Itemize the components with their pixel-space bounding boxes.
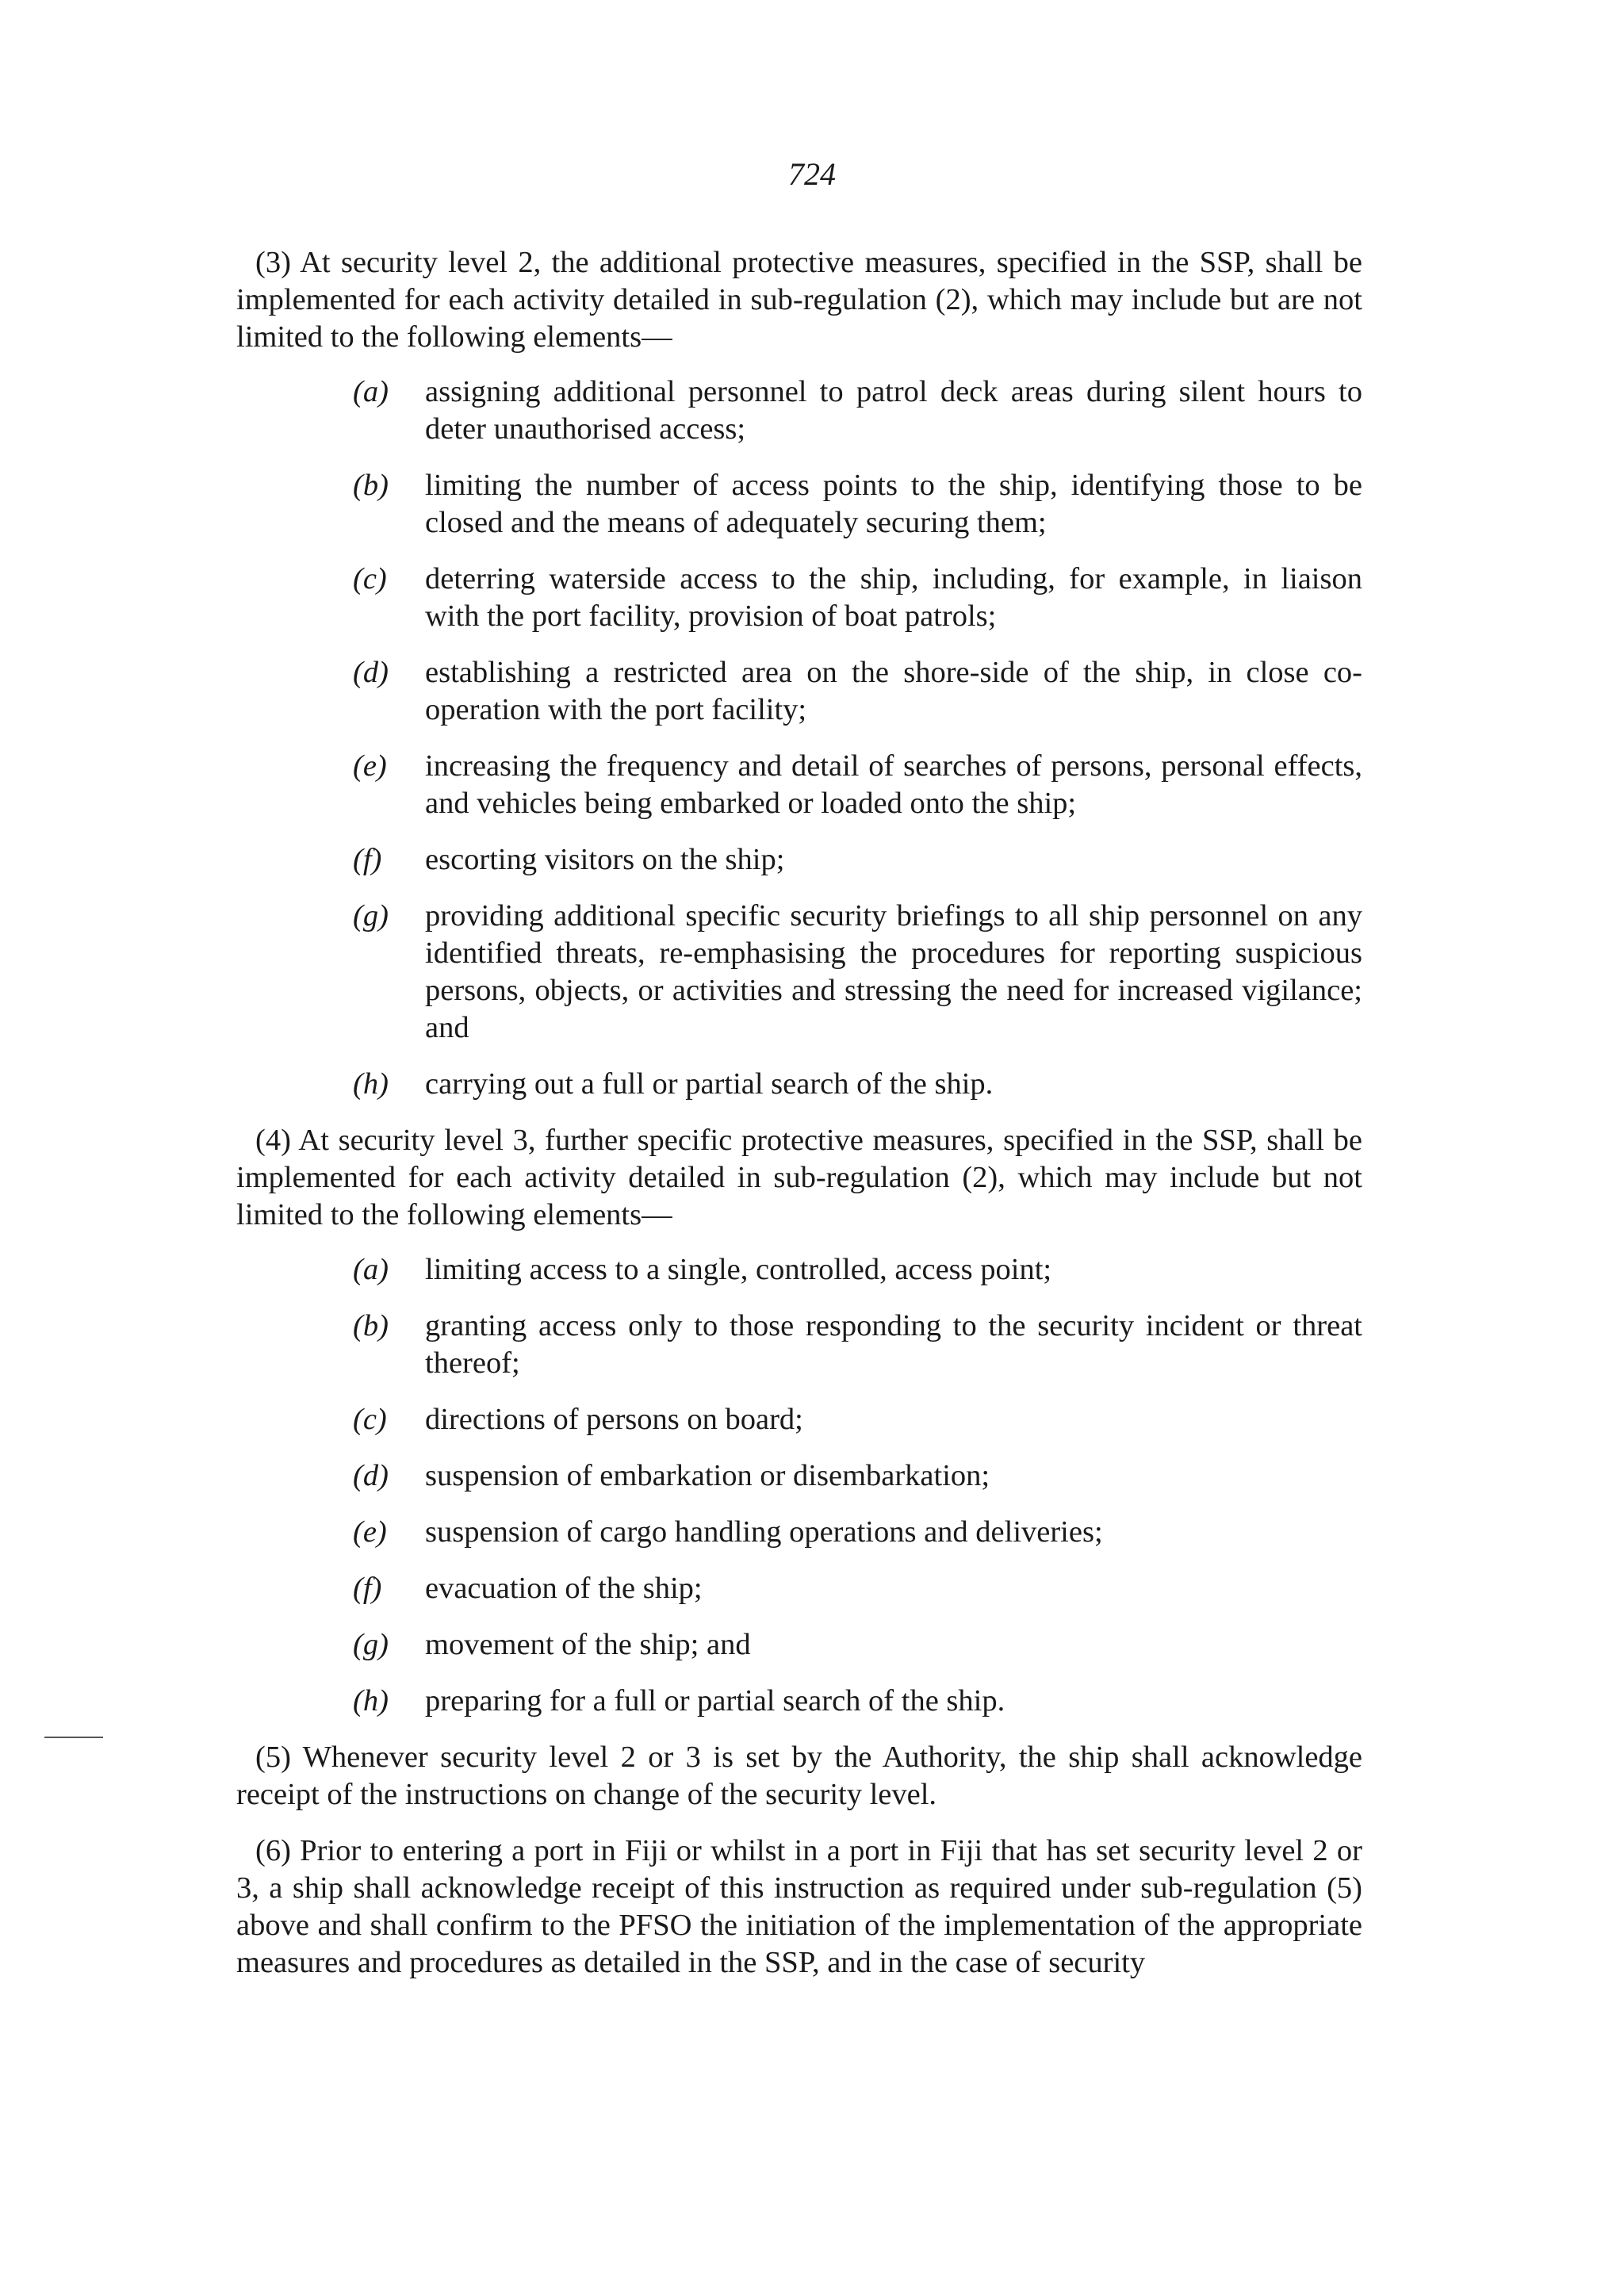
list-item — [236, 1683, 1362, 1720]
list-item-text: deterring waterside access to the ship, including, for example, in liaison with the port facility, provision of boat patrols; — [425, 562, 1362, 633]
list-item-label: (c) — [353, 562, 387, 596]
list-item-text: carrying out a full or partial search of the ship. — [425, 1067, 994, 1101]
list-item-label: (a) — [353, 1253, 389, 1286]
list-item — [236, 1251, 1362, 1289]
list-item-label: (b) — [353, 1309, 389, 1342]
list-item-label: (f) — [353, 1572, 382, 1605]
list-item — [236, 1457, 1362, 1495]
list-item — [236, 467, 1362, 542]
list-item — [236, 1308, 1362, 1382]
list-item-label: (c) — [353, 1403, 387, 1436]
list-item-label: (b) — [353, 469, 389, 502]
list-item-text: directions of persons on board; — [425, 1403, 803, 1436]
list-item — [236, 841, 1362, 879]
list-item — [236, 654, 1362, 729]
paragraph-3-list — [236, 373, 1362, 1103]
list-item — [236, 561, 1362, 635]
list-item-label: (h) — [353, 1067, 389, 1101]
list-item — [236, 373, 1362, 448]
list-item-text: limiting the number of access points to the ship, identifying those to be closed and the means of adequately securing them; — [425, 469, 1362, 539]
paragraph-5: (5) Whenever security level 2 or 3 is set by the Authority, the ship shall acknowledge receipt of the instructions on change of the security level. — [236, 1741, 1362, 1811]
list-item-text: suspension of embarkation or disembarkation; — [425, 1459, 990, 1492]
list-item-text: movement of the ship; and — [425, 1628, 751, 1661]
document-body — [236, 244, 1362, 1982]
list-item-text: suspension of cargo handling operations and deliveries; — [425, 1515, 1103, 1549]
list-item-text: assigning additional personnel to patrol deck areas during silent hours to deter unauthorised access; — [425, 375, 1362, 446]
paragraph-6: (6) Prior to entering a port in Fiji or whilst in a port in Fiji that has set security level 2 or 3, a ship shall acknowledge receipt of this instruction as required under sub-regulation (5) above and shall confirm to the PFSO the initiation of the implementation of the appropriate measures and procedures as detailed in the SSP, and in the case of security — [236, 1834, 1362, 1979]
list-item-text: establishing a restricted area on the shore-side of the ship, in close co-operation with the port facility; — [425, 656, 1362, 726]
list-item — [236, 748, 1362, 822]
page-number: 724 — [788, 156, 836, 192]
list-item — [236, 1401, 1362, 1438]
list-item — [236, 898, 1362, 1047]
list-item-label: (h) — [353, 1684, 389, 1718]
paragraph-4-list — [236, 1251, 1362, 1720]
list-item-label: (f) — [353, 843, 382, 876]
list-item-text: preparing for a full or partial search of the ship. — [425, 1684, 1005, 1718]
paragraph-3: (3) At security level 2, the additional protective measures, specified in the SSP, shall be implemented for each activity detailed in sub-regulation (2), which may include but are not limited to the following elements— — [236, 246, 1362, 354]
list-item-text: limiting access to a single, controlled, access point; — [425, 1253, 1052, 1286]
list-item — [236, 1626, 1362, 1664]
list-item-text: escorting visitors on the ship; — [425, 843, 785, 876]
list-item — [236, 1514, 1362, 1551]
list-item-label: (d) — [353, 656, 389, 689]
list-item-label: (g) — [353, 899, 389, 933]
list-item-text: granting access only to those responding to the security incident or threat thereof; — [425, 1309, 1362, 1380]
margin-mark — [44, 1737, 103, 1738]
list-item-text: providing additional specific security briefings to all ship personnel on any identified threats, re-emphasising the procedures for reporting suspicious persons, objects, or activities and stressing the need for increased vigilance; and — [425, 899, 1362, 1044]
list-item — [236, 1066, 1362, 1103]
list-item-label: (d) — [353, 1459, 389, 1492]
list-item — [236, 1570, 1362, 1607]
list-item-label: (g) — [353, 1628, 389, 1661]
list-item-label: (a) — [353, 375, 389, 408]
list-item-label: (e) — [353, 749, 387, 783]
list-item-text: evacuation of the ship; — [425, 1572, 703, 1605]
list-item-text: increasing the frequency and detail of searches of persons, personal effects, and vehicles being embarked or loaded onto the ship; — [425, 749, 1362, 820]
list-item-label: (e) — [353, 1515, 387, 1549]
paragraph-4: (4) At security level 3, further specific protective measures, specified in the SSP, shall be implemented for each activity detailed in sub-regulation (2), which may include but not limited to the following elements— — [236, 1124, 1362, 1231]
